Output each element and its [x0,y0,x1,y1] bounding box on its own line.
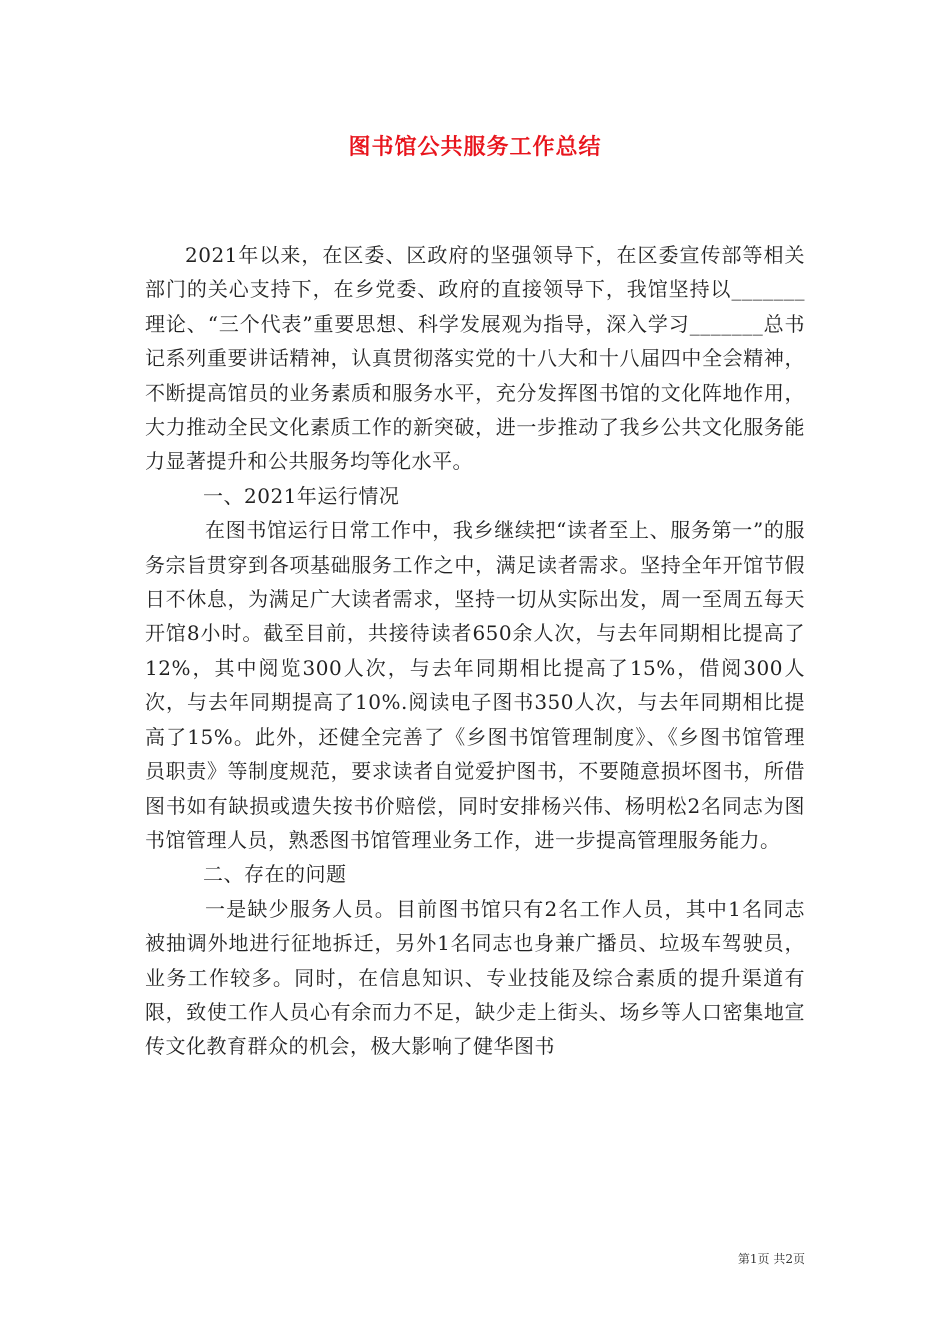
paragraph-problems: 一是缺少服务人员。目前图书馆只有2名工作人员，其中1名同志被抽调外地进行征地拆迁，另外1名同志也身兼广播员、垃圾车驾驶员，业务工作较多。同时，在信息知识、专业技能及综合素质的提升渠道有限，致使工作人员心有余而力不足，缺少走上街头、场乡等人口密集地宣传文化教育群众的机会，极大影响了健华图书 [145,896,805,1059]
section-heading-problems: 二、存在的问题 [203,862,347,887]
page-number: 第1页 共2页 [737,1252,805,1266]
paragraph-operation: 在图书馆运行日常工作中，我乡继续把“读者至上、服务第一”的服务宗旨贯穿到各项基础服务工作之中，满足读者需求。坚持全年开馆节假日不休息，为满足广大读者需求，坚持一切从实际出发，周一至周五每天开馆8小时。截至目前，共接待读者650余人次，与去年同期相比提高了12%，其中阅览300人次，与去年同期相比提高了15%，借阅300人次，与去年同期提高了10%.阅读电子图书350人次，与去年同期相比提高了15%。此外，还健全完善了《乡图书馆管理制度》、《乡图书馆管理员职责》等制度规范，要求读者自觉爱护图书，不要随意损坏图书，所借图书如有缺损或遗失按书价赔偿，同时安排杨兴伟、杨明松2名同志为图书馆管理人员，熟悉图书馆管理业务工作，进一步提高管理服务能力。 [145,518,805,852]
document-body [145,238,805,1064]
page-title: 图书馆公共服务工作总结 [348,134,602,160]
paragraph-intro: 2021年以来，在区委、区政府的坚强领导下，在区委宣传部等相关部门的关心支持下，在乡党委、政府的直接领导下，我馆坚持以_______理论、“三个代表”重要思想、科学发展观为指导，深入学习_______总书记系列重要讲话精神，认真贯彻落实党的十八大和十八届四中全会精神，不断提高馆员的业务素质和服务水平，充分发挥图书馆的文化阵地作用，大力推动全民文化素质工作的新突破，进一步推动了我乡公共文化服务能力显著提升和公共服务均等化水平。 [145,243,805,474]
section-heading-operation: 一、2021年运行情况 [203,483,400,508]
